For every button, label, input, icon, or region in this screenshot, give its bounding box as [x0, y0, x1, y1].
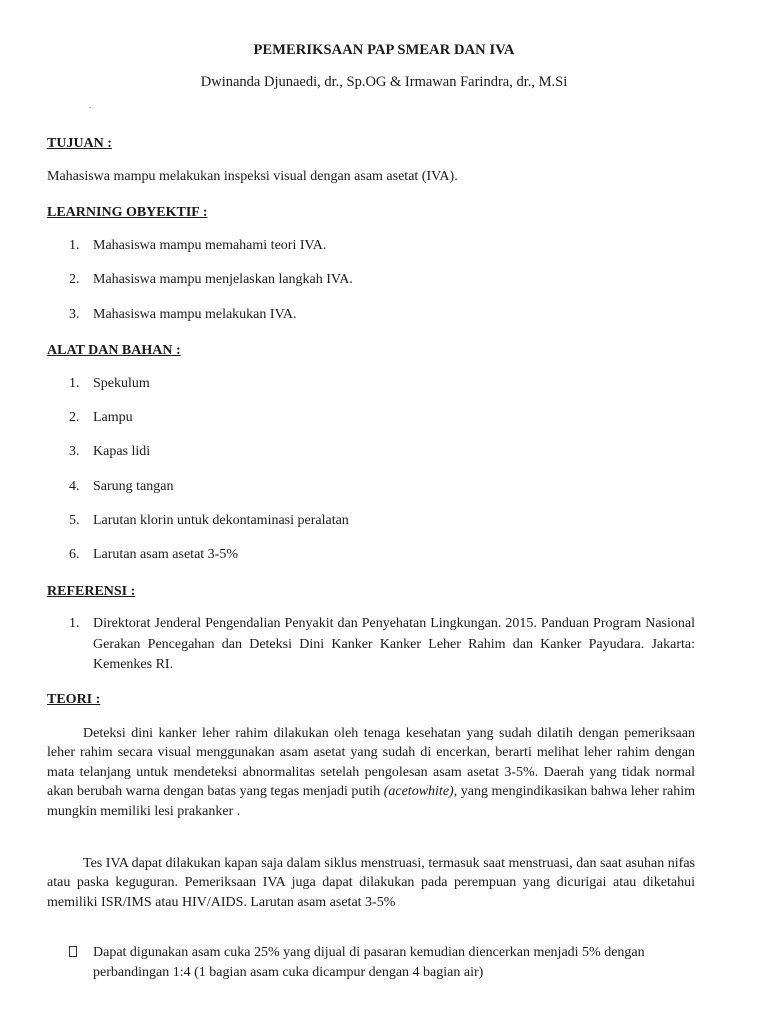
theory-text: , yang mengindikasikan bahwa leher rahim mungkin memiliki lesi prakanker . — [47, 784, 695, 819]
stray-mark: . — [89, 100, 92, 110]
list-item-text: Larutan klorin untuk dekontaminasi peralatan — [93, 513, 349, 528]
list-number: 1. — [69, 376, 80, 391]
list-item-text: Mahasiswa mampu menjelaskan langkah IVA. — [93, 272, 353, 287]
list-item-text: Lampu — [93, 410, 133, 425]
list-item — [47, 374, 695, 393]
list-number: 3. — [69, 444, 80, 459]
bullet-box-icon — [69, 946, 77, 957]
list-item-text: Sarung tangan — [93, 479, 174, 494]
list-number: 4. — [69, 479, 80, 494]
list-item-text: Spekulum — [93, 376, 150, 391]
bullet-text: Dapat digunakan asam cuka 25% yang dijual di pasaran kemudian diencerkan menjadi 5% dengan perbandingan 1:4 (1 bagian asam cuka dicampur dengan 4 bagian air) — [93, 945, 645, 980]
list-item-text: Mahasiswa mampu melakukan IVA. — [93, 307, 297, 322]
heading-learning-objective: LEARNING OBYEKTIF : — [47, 205, 208, 220]
list-item — [47, 270, 695, 289]
reference-text: Direktorat Jenderal Pengendalian Penyakit dan Penyehatan Lingkungan. 2015. Panduan Program Nasional Gerakan Pencegahan dan Deteksi Dini Kanker Kanker Leher Rahim dan Kanker Payudara. Jakarta: Kemenkes RI. — [93, 616, 695, 672]
list-item — [47, 511, 695, 530]
theory-text: Deteksi dini kanker leher rahim dilakukan oleh tenaga kesehatan yang sudah dilatih dengan pemeriksaan leher rahim secara visual menggunakan asam asetat yang sudah di encerkan, berarti melihat leher rahim dengan mata telanjang untuk mendeteksi abnormalitas setelah pengolesan asam asetat 3-5%. Daerah yang tidak normal akan berubah warna dengan batas yang tegas menjadi putih — [47, 726, 695, 800]
list-number: 3. — [69, 307, 80, 322]
list-item — [47, 545, 695, 564]
theory-paragraph-1 — [47, 724, 695, 821]
list-item — [47, 305, 695, 324]
list-item-text: Larutan asam asetat 3-5% — [93, 547, 238, 562]
list-number: 1. — [69, 616, 80, 631]
list-number: 5. — [69, 513, 80, 528]
list-item — [47, 442, 695, 461]
list-item-text: Mahasiswa mampu memahami teori IVA. — [93, 238, 327, 253]
tujuan-text: Mahasiswa mampu melakukan inspeksi visual dengan asam asetat (IVA). — [47, 169, 458, 184]
list-number: 6. — [69, 547, 80, 562]
list-item-text: Kapas lidi — [93, 444, 151, 459]
bullet-item — [47, 943, 695, 982]
list-number: 2. — [69, 410, 80, 425]
theory-paragraph-2: Tes IVA dapat dilakukan kapan saja dalam siklus menstruasi, termasuk saat menstruasi, dan saat asuhan nifas atau paska keguguran. Pemeriksaan IVA juga dapat dilakukan pada perempuan yang dicurigai atau diketahui memiliki ISR/IMS atau HIV/AIDS. Larutan asam asetat 3-5% — [47, 856, 695, 910]
document-title: PEMERIKSAAN PAP SMEAR DAN IVA — [253, 42, 515, 58]
heading-teori: TEORI : — [47, 692, 101, 707]
list-number: 2. — [69, 272, 80, 287]
list-item — [47, 408, 695, 427]
heading-alat-bahan: ALAT DAN BAHAN : — [47, 343, 181, 358]
list-number: 1. — [69, 238, 80, 253]
heading-tujuan: TUJUAN : — [47, 136, 112, 151]
heading-referensi: REFERENSI : — [47, 584, 136, 599]
theory-italic-term: (acetowhite) — [383, 784, 454, 800]
list-item — [47, 236, 695, 255]
reference-item — [47, 614, 695, 676]
list-item — [47, 477, 695, 496]
document-authors: Dwinanda Djunaedi, dr., Sp.OG & Irmawan Farindra, dr., M.Si — [200, 74, 568, 90]
